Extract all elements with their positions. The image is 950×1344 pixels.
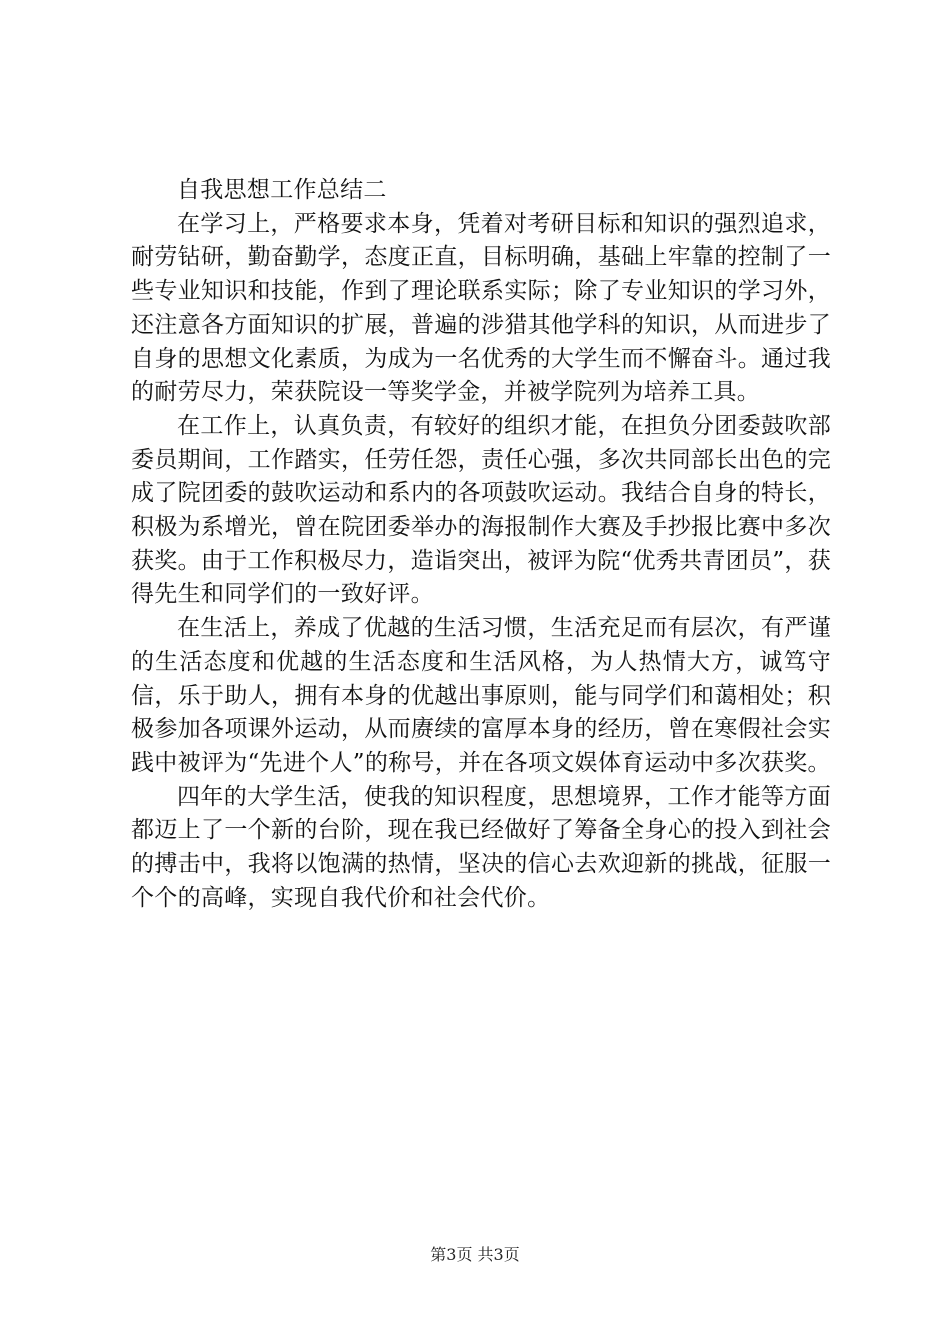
paragraph-work: 在工作上，认真负责，有较好的组织才能，在担负分团委鼓吹部委员期间，工作踏实，任劳任怨，责任心强，多次共同部长出色的完成了院团委的鼓吹运动和系内的各项鼓吹运动。我结合自身的特长，积极为系增光，曾在院团委举办的海报制作大赛及手抄报比赛中多次获奖。由于工作积极尽力，造诣突出，被评为院“优秀共青团员”，获得先生和同学们的一致好评。 [131, 412, 831, 608]
paragraph-study: 在学习上，严格要求本身，凭着对考研目标和知识的强烈追求，耐劳钻研，勤奋勤学，态度正直，目标明确，基础上牢靠的控制了一些专业知识和技能，作到了理论联系实际；除了专业知识的学习外，还注意各方面知识的扩展，普遍的涉猎其他学科的知识，从而进步了自身的思想文化素质，为成为一名优秀的大学生而不懈奋斗。通过我的耐劳尽力，荣获院设一等奖学金，并被学院列为培养工具。 [131, 210, 831, 406]
page-footer: 第3页 共3页 [430, 1245, 520, 1264]
document-title: 自我思想工作总结二 [177, 177, 387, 203]
paragraph-conclusion: 四年的大学生活，使我的知识程度，思想境界，工作才能等方面都迈上了一个新的台阶，现在我已经做好了筹备全身心的投入到社会的搏击中，我将以饱满的热情，坚决的信心去欢迎新的挑战，征服一个个的高峰，实现自我代价和社会代价。 [131, 783, 831, 911]
document-body [131, 174, 831, 915]
paragraph-life: 在生活上，养成了优越的生活习惯，生活充足而有层次，有严谨的生活态度和优越的生活态度和生活风格，为人热情大方，诚笃守信，乐于助人，拥有本身的优越出事原则，能与同学们和蔼相处；积极参加各项课外运动，从而赓续的富厚本身的经历，曾在寒假社会实践中被评为“先进个人”的称号，并在各项文娱体育运动中多次获奖。 [131, 615, 831, 776]
